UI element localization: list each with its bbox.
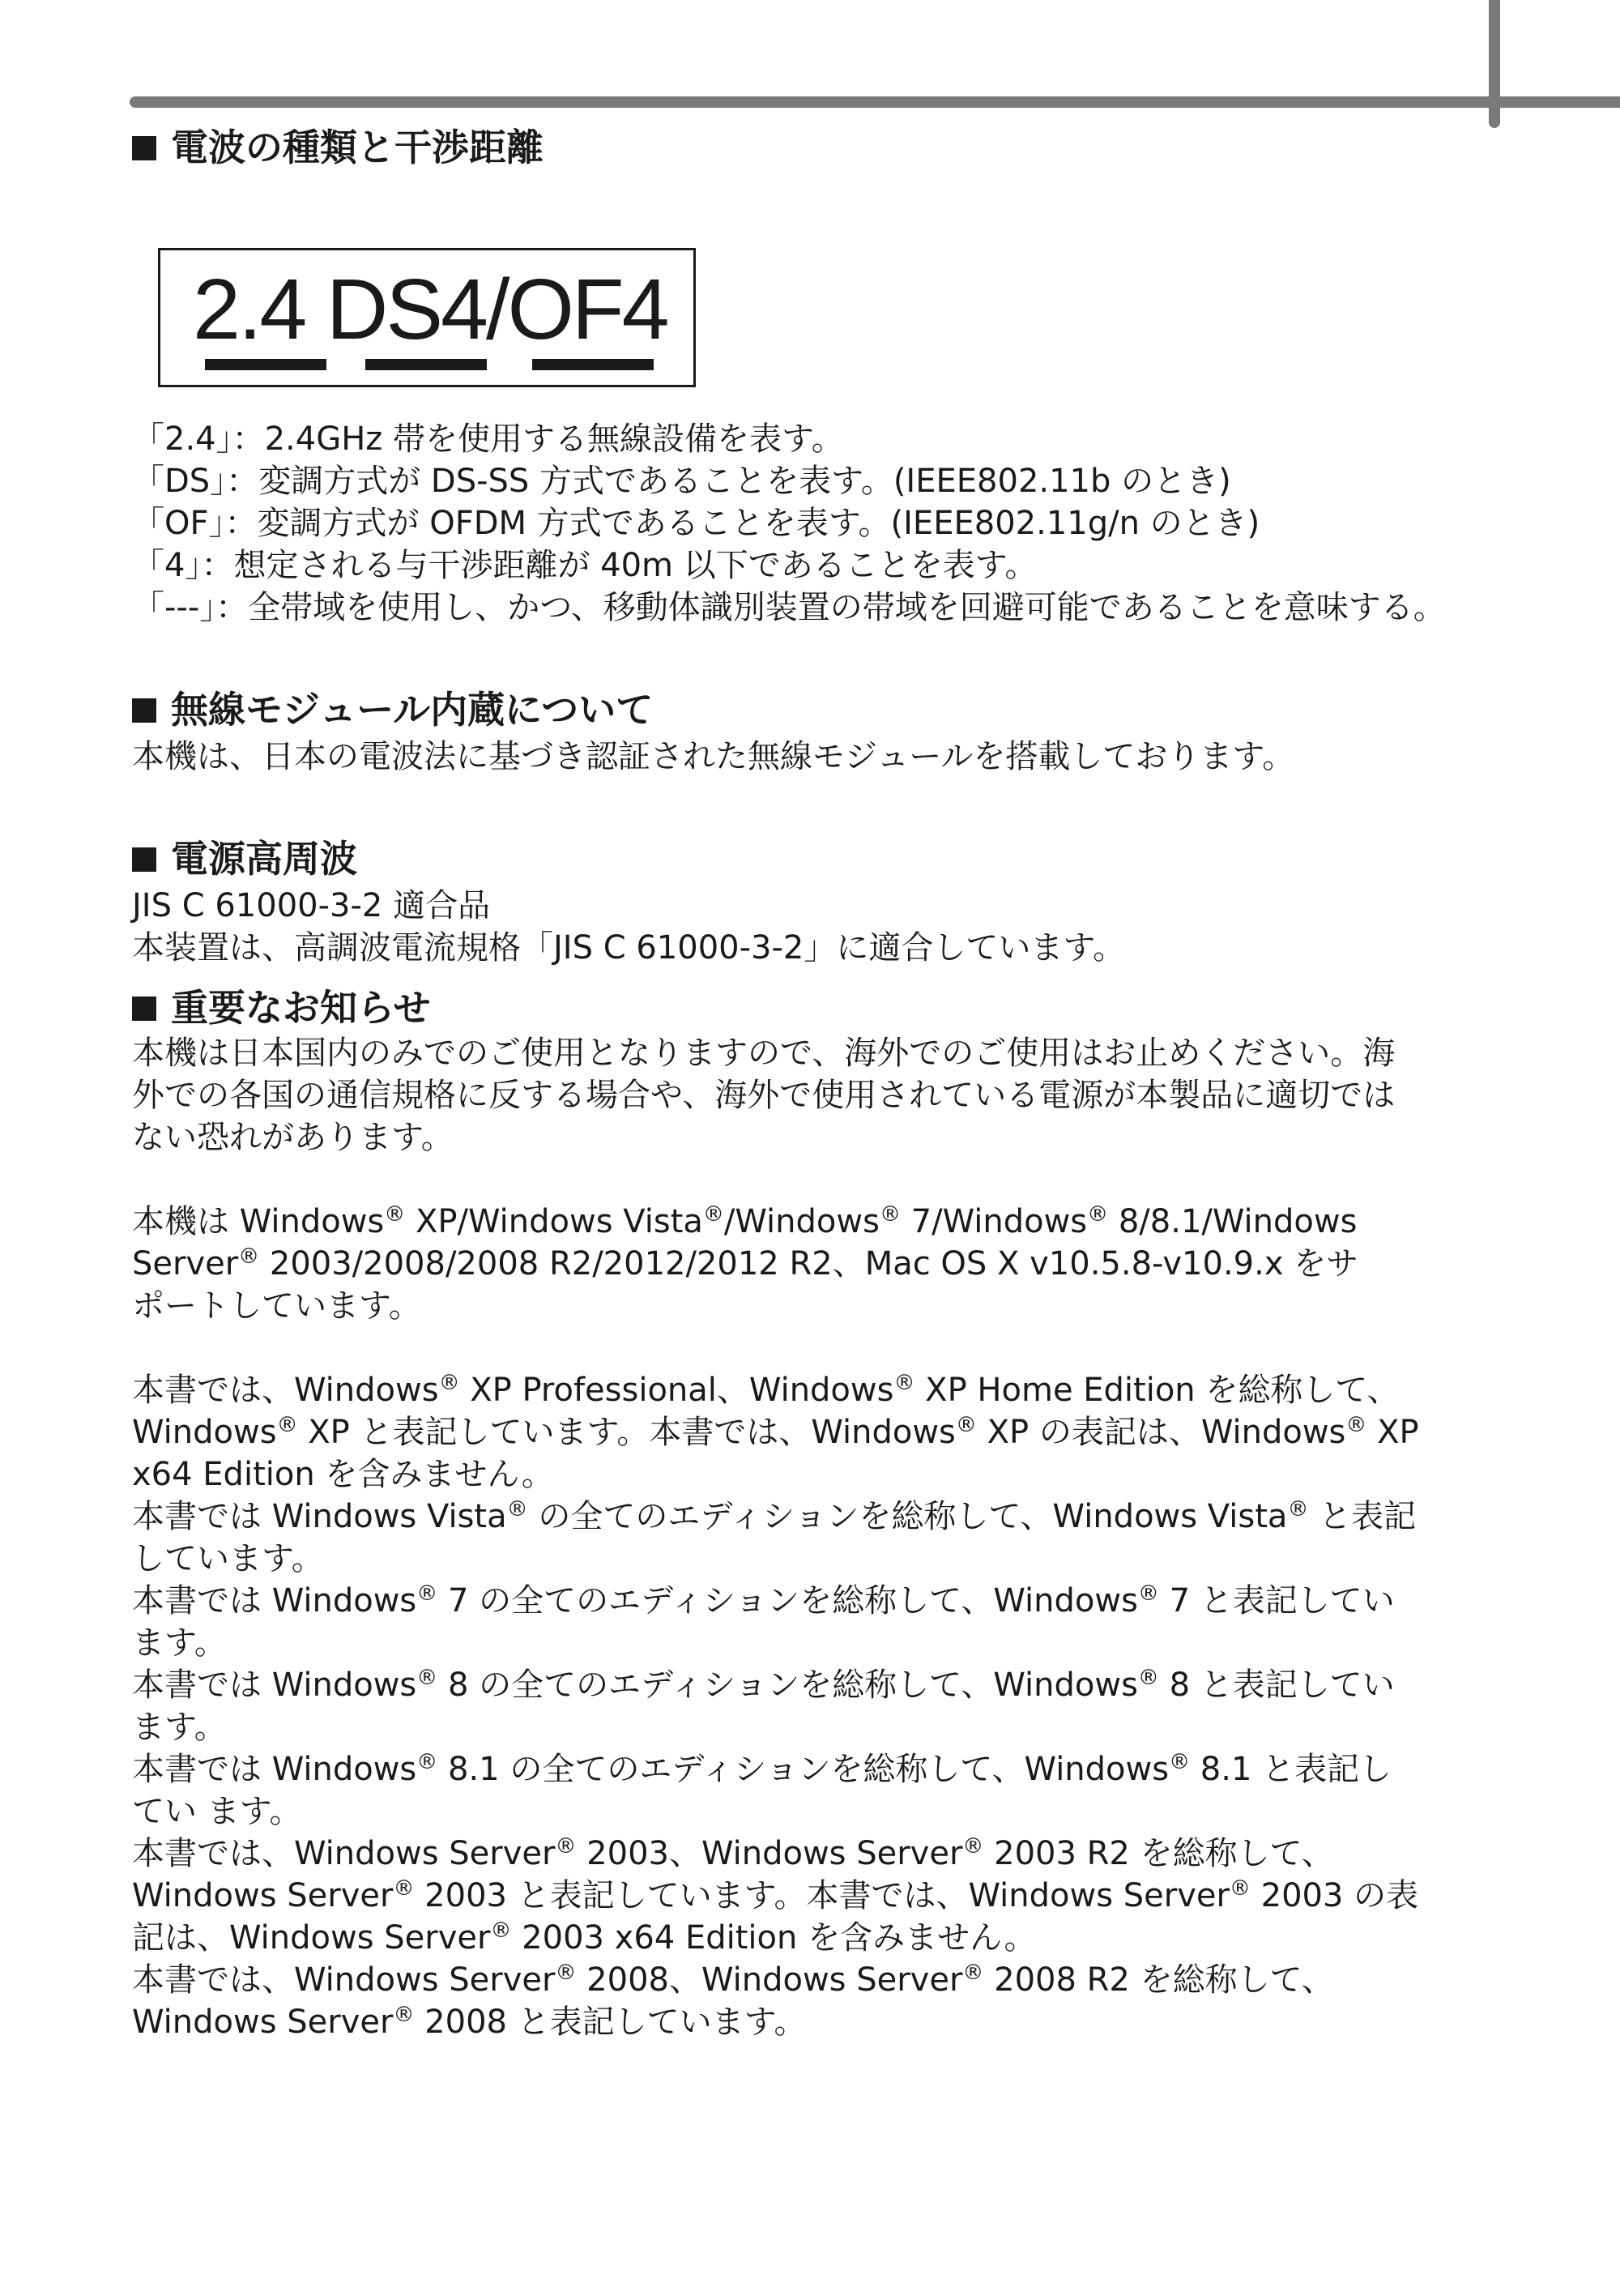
corner-rule <box>1489 0 1500 128</box>
radio-type-legend <box>132 418 1493 629</box>
wireless-module-text: 本機は、日本の電波法に基づき認証された無線モジュールを搭載しております。 <box>132 738 1295 775</box>
overseas-use-notice: 本機は日本国内のみでのご使用となりますので、海外でのご使用はお止めください。海 外での各国の通信規格に反する場合や、海外で使用されている電源が本製品に適切では ない恐れがあります。 <box>132 1035 1396 1156</box>
square-bullet-icon <box>132 698 156 723</box>
supported-os-paragraph: 本機は Windows® XP/Windows Vista®/Windows® 7/Windows® 8/8.1/Windows Server® 2003/2008/2008 R2/2012/2012 R2、Mac OS X v10.5.8-v10.9.x をサ ポートしています。 <box>132 1202 1359 1325</box>
harmonics-heading: 電源高周波 <box>132 836 357 881</box>
radio-label-text: 2.4 DS4/OF4 <box>193 262 667 357</box>
radio-label-underline <box>365 359 487 370</box>
radio-type-heading: 電波の種類と干渉距離 <box>132 125 544 170</box>
legend-line: 「OF」：変調方式が OFDM 方式であることを表す。(IEEE802.11g/n のとき) <box>132 505 1260 542</box>
wireless-module-heading: 無線モジュール内蔵について <box>132 687 653 732</box>
naming-conventions: 本書では、Windows® XP Professional、Windows® XP Home Edition を総称して、 Windows® XP と表記しています。本書では、Windows® XP の表記は、Windows® XP x64 Edition を含みません。 本書では Windows Vista® の全てのエディションを総称して、Windows Vista® と表記 しています。 本書では Windows® 7 の全てのエディションを総称して、Windows® 7 と表記してい ます。 本書では Windows® 8 の全てのエディションを総称して、Windows® 8 と表記してい ます。 本書では Windows® 8.1 の全てのエディションを総称して、Windows® 8.1 と表記し てい ます。 本書では、Windows Server® 2003、Windows Server® 2003 R2 を総称して、 Windows Server® 2003 と表記しています。本書では、Windows Server® 2003 の表 記は、Windows Server® 2003 x64 Edition を含みません。 本書では、Windows Server® 2008、Windows Server® 2008 R2 を総称して、 Windows Server® 2008 と表記しています。 <box>132 1371 1419 2041</box>
legend-line: 「---」：全帯域を使用し、かつ、移動体識別装置の帯域を回避可能であることを意味する。 <box>132 589 1446 626</box>
square-bullet-icon <box>132 136 156 160</box>
radio-label-underline <box>532 359 654 370</box>
legend-line: 「DS」：変調方式が DS-SS 方式であることを表す。(IEEE802.11b のとき) <box>132 463 1231 500</box>
radio-label-underline <box>205 359 326 370</box>
harmonics-text: JIS C 61000-3-2 適合品 本装置は、高調波電流規格「JIS C 61000-3-2」に適合しています。 <box>132 887 1126 967</box>
top-rule <box>130 96 1620 108</box>
square-bullet-icon <box>132 996 156 1021</box>
important-notice-heading: 重要なお知らせ <box>132 985 431 1031</box>
radio-label-box <box>158 248 696 387</box>
square-bullet-icon <box>132 847 156 872</box>
legend-line: 「2.4」：2.4GHz 帯を使用する無線設備を表す。 <box>132 420 844 458</box>
legend-line: 「4」：想定される与干渉距離が 40m 以下であることを表す。 <box>132 547 1038 584</box>
